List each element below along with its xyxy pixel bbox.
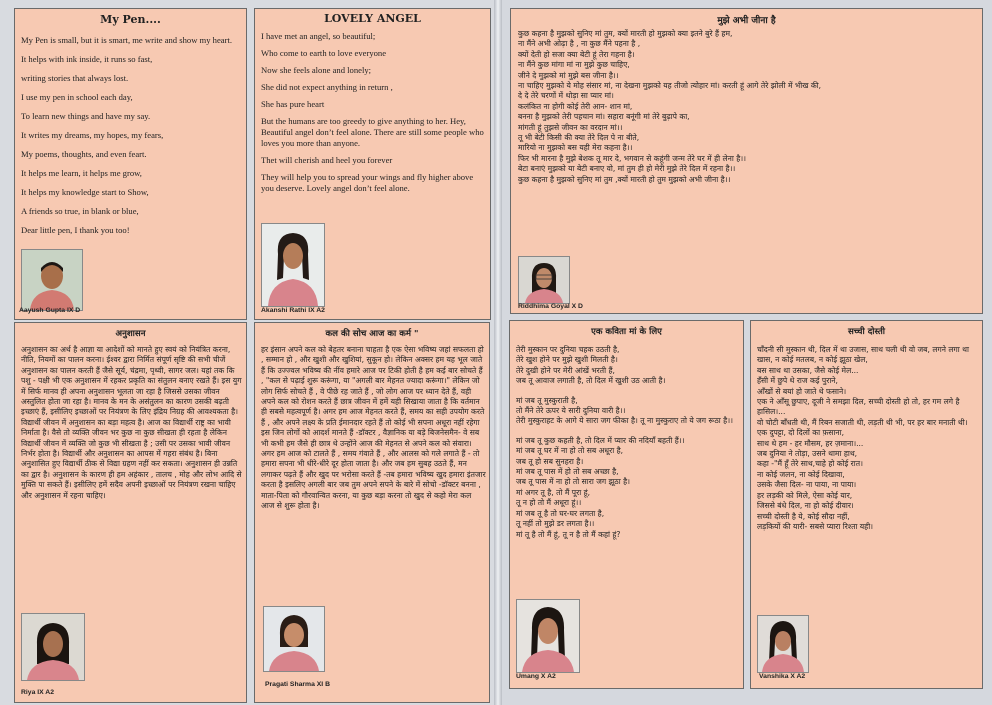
poem-line: मां जब तू पास में हो तो सब अच्छा है,	[516, 467, 619, 477]
essay-kal-ki-soch	[254, 322, 490, 703]
poem-line: जब तू आवाज लगाती है, तो दिल में खुशी उठ आती है।	[516, 376, 666, 386]
portrait-image	[22, 614, 84, 680]
poem-mujhe-abhi-jeena-hai	[510, 8, 983, 314]
poem-line: तू भी बेटी किसी की क्या तेरे दिल पे ना बीते,	[518, 133, 640, 143]
poem-line: जब तू पास में ना हो तो सारा जग झूठा है।	[516, 477, 630, 487]
poem-sacchi-dosti	[750, 320, 983, 689]
poem-line: साथ थे हम - हर मौसम, हर ज़माना।...	[757, 438, 864, 448]
poem-line: आँखों से बयां हो जाते थे फसाने।	[757, 386, 847, 396]
poem-line: मां जब तू है तो घर-घर लगता है,	[516, 508, 605, 518]
essay-anushasan	[14, 322, 247, 703]
poem-line	[516, 427, 741, 436]
poem-line: मांगती हूं तुझसे जीवन का वरदान मां।।	[518, 122, 623, 132]
author-name: Vanshika X A2	[759, 673, 806, 680]
poem-line: तो मैंने तेरे ऊपर ये सारी दुनिया वारी है।।	[516, 406, 626, 416]
author-photo	[261, 223, 325, 307]
poem-line: Now she feels alone and lonely;	[261, 65, 372, 75]
poem-title: सच्ची दोस्ती	[848, 327, 885, 337]
poem-line: एक दुपट्टा, दो दिलों का फ़साना,	[757, 428, 845, 438]
poem-line: मां जब तू कुछ कहती है, तो दिल में प्यार की नदियाँ बहती हैं।।	[516, 435, 685, 445]
author-name: Aayush Gupta IX D	[19, 307, 81, 314]
portrait-image	[264, 607, 324, 671]
poem-line: वो चोटी बाँधती थी, मैं रिबन सजाती थी, लड़ती थी भी, पर हर बार मनाती थी।	[757, 417, 968, 427]
poem-line: तेरे दुखी होने पर मेरी आंखें भरती हैं,	[516, 365, 615, 375]
poem-line: बेटा बनाएं मुझको या बेटी बनाए वो, मां तुम ही हो मेरी मुझे तेरे दिल में रहना है।।	[518, 164, 736, 174]
poem-line: मां अगर तू है, तो मैं पूरा हूं,	[516, 487, 591, 497]
portrait-image	[262, 224, 324, 306]
portrait-image	[519, 257, 569, 303]
poem-line: मां जब तू मुस्कुराती है,	[516, 395, 578, 405]
poem-line: तू नहीं तो मुझे डर लगता है।।	[516, 519, 595, 529]
poem-line: तेरे खुश होने पर मुझे खुशी मिलती है।	[516, 355, 618, 365]
poem-line: My Pen is small, but it is smart, me write and show my heart.	[21, 35, 233, 45]
essay-text: हर इंसान अपने कल को बेहतर बनाना चाहता है एक ऐसा भविष्य जहां सफलता हो , सम्मान हो , और खुशी और खुशियां, सुकून हो। लेकिन अक्सर हम यह भूल जाते हैं कि उज्ज्वल भविष्य की नींव हमारे आज पर टिकी होती है हम कई बार सोचते हैं , "कल से पढ़ाई शुरू करूंगा, या "अगली बार मेहनत ज्यादा करूंगा।" लेकिन जो लोग सिर्फ सोचते हैं , वे पीछे रह जाते हैं , जो लोग आज पर ध्यान देते हैं, वही अपने कल को रोशन करते हैं छात्र जीवन में हमें यही सिखाया जाता है कि वर्तमान ही सबसे महत्वपूर्ण है। अगर हम आज मेहनत करते हैं, समय का सही उपयोग करते हैं , और अपने लक्ष्य के प्रति ईमानदार रहते हैं तो कोई भी सपना अधूरा नहीं रहेगा इस जिन लोगों को आदर्श मानते हैं -डॉक्टर , वैज्ञानिक या बड़े बिजनेसमैन- वे सब भी कभी हम जैसे ही छात्र थे उन्होंने आज की मेहनत से अपने कल को संवारा। अगर हम आज को टालते हैं , समय गंवाते हैं , और आलस को गले लगाते हैं - तो हमारा सपना भी धीरे-धीरे दूर होता जाता है। और जब हम सुबह उठते हैं, मन लगाकर पढ़ते हैं और खुद पर भरोसा करते हैं -तब हमारा भविष्य खुद हमारा इंतजार करता है इसलिए अगली बार जब तुम अपने सपने के बारे में सोचो -डॉक्टर बनना , माता-पिता को गौरवान्वित करना, या कुछ बड़ा करना तो खुद से कहो मेरा कल आज से शुरू होता है।	[261, 345, 486, 511]
portrait-image	[22, 250, 82, 310]
page-gutter	[494, 0, 502, 705]
poem-line: ना कोई जलन, ना कोई दिखावा,	[757, 469, 845, 479]
poem-line: तू न हो तो मैं अधूरा हूं।।	[516, 498, 582, 508]
author-name: Riya IX A2	[21, 689, 54, 696]
poem-line: Thet will cherish and heel you forever	[261, 155, 393, 165]
poem-lovely-angel	[254, 8, 491, 320]
poem-line: It helps me learn, it helps me grow,	[21, 168, 142, 178]
poem-line: लड़कियों की यारी- सबसे प्यारा रिश्ता यही।	[757, 521, 874, 531]
poem-line: तेरी मुस्कान पर दुनिया चहक उठती है,	[516, 345, 620, 354]
poem-title: एक कविता मां के लिए	[591, 327, 662, 337]
author-photo	[21, 249, 83, 311]
poem-line: एक ने आँसू छुपाए, दूजी ने समझा दिल, सच्ची दोस्ती हो तो, हर गम लगे है हासिल।...	[757, 397, 960, 417]
poem-line: बनना है मुझको तेरी पहचान मां। सहारा बनूंगी मां तेरे बुढ़ापे का,	[518, 112, 690, 122]
author-photo	[263, 606, 325, 672]
author-name: Umang X A2	[516, 673, 556, 680]
poem-line: हँसी में छुपे थे राज कई पुराने,	[757, 376, 838, 386]
poem-title: मुझे अभी जीना है	[717, 16, 776, 26]
poem-line: She did not expect anything in return ,	[261, 82, 393, 92]
poem-line: जब तू हो सब सुनहरा है।	[516, 456, 584, 466]
poem-line: ना मैंने कुछ मांगा मां ना मुझे कुछ चाहिए,	[518, 60, 630, 70]
poem-line: जिससे बंधे दिल, ना हो कोई दीवार।	[757, 501, 854, 511]
poem-line	[516, 387, 741, 396]
essay-text: अनुशासन का अर्थ है आज्ञा या आदेशों को मानते हुए स्वयं को नियंत्रित करना, नीति, नियमों का पालन करना। ईश्वर द्वारा निर्मित संपूर्ण सृष्टि की सभी चीजें अनुशासन का पालन करती हैं जैसे सूर्य, चंद्रमा, पृथ्वी, सागर जल। यहां तक कि पशु - पक्षी भी एक अनुशासन में रहकर प्रकृति का संतुलन बनाए रखते हैं। इस युग में सिर्फ मानव ही अपना अनुशासन भूलता जा रहा है जिससे उसका जीवन अस्तुलित होता जा रहा है। मानव के मन के असंतुलन का कारण उसकी बढ़ती इच्छाएं हैं, इसीलिए इच्छाओं पर नियंत्रण के लिए इंद्रिय निग्रह की आवश्यकता है। विद्यार्थी जीवन में अनुशासन का बड़ा महत्व है। आज का विद्यार्थी राष्ट्र का भावी निर्माता है। वैसे तो व्यक्ति जीवन भर कुछ ना कुछ सीखता ही रहता है लेकिन विद्यार्थी जीवन में व्यक्ति जो कुछ भी सीखता है ; उसी पर उसका भावी जीवन निर्भर होता है। विद्यार्थी और अनुशासन का आपस में गहरा संबंध है। बिना अनुशासित हुए विद्यार्थी ठीक से विद्या ग्रहण नहीं कर सकता। अनुशासन ही उन्नति का द्वार है। अनुशासन के कारण ही हम अहंकार , तालच , मोह और लोभ आदि से मुक्ति पा सकते हैं। इसीलिए हमें सदैव अपनी इच्छाओं पर नियंत्रण रखना चाहिए और अनुशासन में रहना चाहिए।	[21, 345, 242, 500]
poem-line: फिर भी मारना है मुझे बेशक तू मार दे, भगवान से कहूंगी जन्म तेरे घर में ही लेना है।।	[518, 153, 747, 163]
poem-title: My Pen....	[100, 13, 161, 26]
poem-line: मारियो ना मुझको बस यही मेरा कहना है।।	[518, 143, 633, 153]
poem-line: A friends so true, in blank or blue,	[21, 206, 139, 216]
poem-line: दे दे तेरे चरणों में थोड़ा सा प्यार मां।	[518, 91, 614, 101]
poem-lines	[21, 35, 239, 244]
poem-line: To learn new things and have my say.	[21, 111, 151, 121]
poem-line: She has pure heart	[261, 99, 325, 109]
poem-title: LOVELY ANGEL	[324, 12, 421, 25]
poem-line: Who come to earth to love everyone	[261, 48, 387, 58]
poem-line: मां जब तू घर में ना हो तो सब अधूरा है,	[516, 446, 624, 456]
poem-my-pen	[14, 8, 247, 320]
poem-lines	[518, 29, 976, 185]
poem-line: हर लड़की को मिले, ऐसा कोई यार,	[757, 490, 853, 500]
poem-line: कुछ कहना है मुझको सुनिए मां तुम ,क्यों मारती हो तुम मुझको अभी जीना है।।	[518, 174, 731, 184]
portrait-image	[517, 600, 579, 672]
poem-line: तेरी मुस्कुराहट के आगे ये सारा जग फीका है। तू ना मुस्कुराए तो ये जग रूठा है।।	[516, 416, 733, 426]
poem-line: Dear little pen, I thank you too!	[21, 225, 130, 235]
poem-line: It helps with ink inside, it runs so fast,	[21, 54, 153, 64]
poem-lines	[757, 345, 979, 532]
poem-line: क्यों देती हो सजा क्या बेटी हूं तेरा गहना है।	[518, 49, 635, 59]
poem-line: जब दुनिया ने तोड़ा, उसने थामा हाथ,	[757, 449, 858, 459]
essay-title: अनुशासन	[115, 329, 146, 339]
essay-title: कल की सोच आज का कर्म "	[325, 329, 419, 339]
poem-line: ना चाहिए मुझको ये मोह संसार मां, ना देखना मुझको यह तीजो त्योहार मां। करती हूं आगे तेरे झोली में भीख की,	[518, 81, 822, 91]
poem-line: It writes my dreams, my hopes, my fears,	[21, 130, 164, 140]
poem-line: I have met an angel, so beautiful;	[261, 31, 376, 41]
author-name: Akanshi Rathi IX A2	[261, 307, 325, 314]
poem-line: It helps my knowledge start to Show,	[21, 187, 149, 197]
poem-line: कहा -"मैं हूँ तेरे साथ,चाहे हो कोई रात।	[757, 459, 863, 469]
poem-line: writing stories that always lost.	[21, 73, 129, 83]
poem-lines	[261, 31, 487, 200]
poem-line: कलंकित ना होगी कोई तेरी आन- शान मां,	[518, 101, 633, 111]
poem-maa-ke-liye	[509, 320, 744, 689]
author-photo	[757, 615, 809, 673]
poem-line: उसके जैसा दिल- ना पाया, ना पाया।	[757, 480, 857, 490]
poem-line: मां तू है तो मैं हूं, तू न है तो मैं कहां हूं?	[516, 529, 621, 539]
poem-line: कुछ कहना है मुझको सुनिए मां तुम, क्यों मारती हो मुझको क्या इतने बुरे हैं हम,	[518, 29, 733, 38]
author-photo	[516, 599, 580, 673]
poem-line: I use my pen in school each day,	[21, 92, 133, 102]
poem-line: बस साथ था उसका, जैसे कोई मेल...	[757, 365, 859, 375]
author-name: Riddhima Goyal X D	[518, 303, 583, 310]
poem-line: जीने दे मुझको मां मुझे बस जीना है।।	[518, 70, 619, 80]
poem-line: ना मैंने अभी ओढ़ा है , ना कुछ मैंने पहना है ,	[518, 39, 641, 49]
poem-line: सच्ची दोस्ती है ये, कोई सौदा नहीं,	[757, 511, 850, 521]
poem-line: My poems, thoughts, and even feart.	[21, 149, 147, 159]
poem-line: They will help you to spread your wings and fly higher above you deserve. Lovely angel don’t feel alone.	[261, 172, 474, 193]
author-photo	[21, 613, 85, 681]
poem-line: चाँदनी सी मुस्कान थी, दिल में था उजास, साथ चली थी वो जब, लगने लगा था खास, न कोई मतलब, न कोई झूठा खेल,	[757, 345, 969, 365]
author-photo	[518, 256, 570, 304]
portrait-image	[758, 616, 808, 672]
poem-line: But the humans are too greedy to give anything to her. Hey, Beautiful angel don’t feel alone. There are still some people who loves you more than anyone.	[261, 116, 484, 148]
author-name: Pragati Sharma XI B	[265, 681, 330, 688]
poem-lines	[516, 345, 741, 540]
